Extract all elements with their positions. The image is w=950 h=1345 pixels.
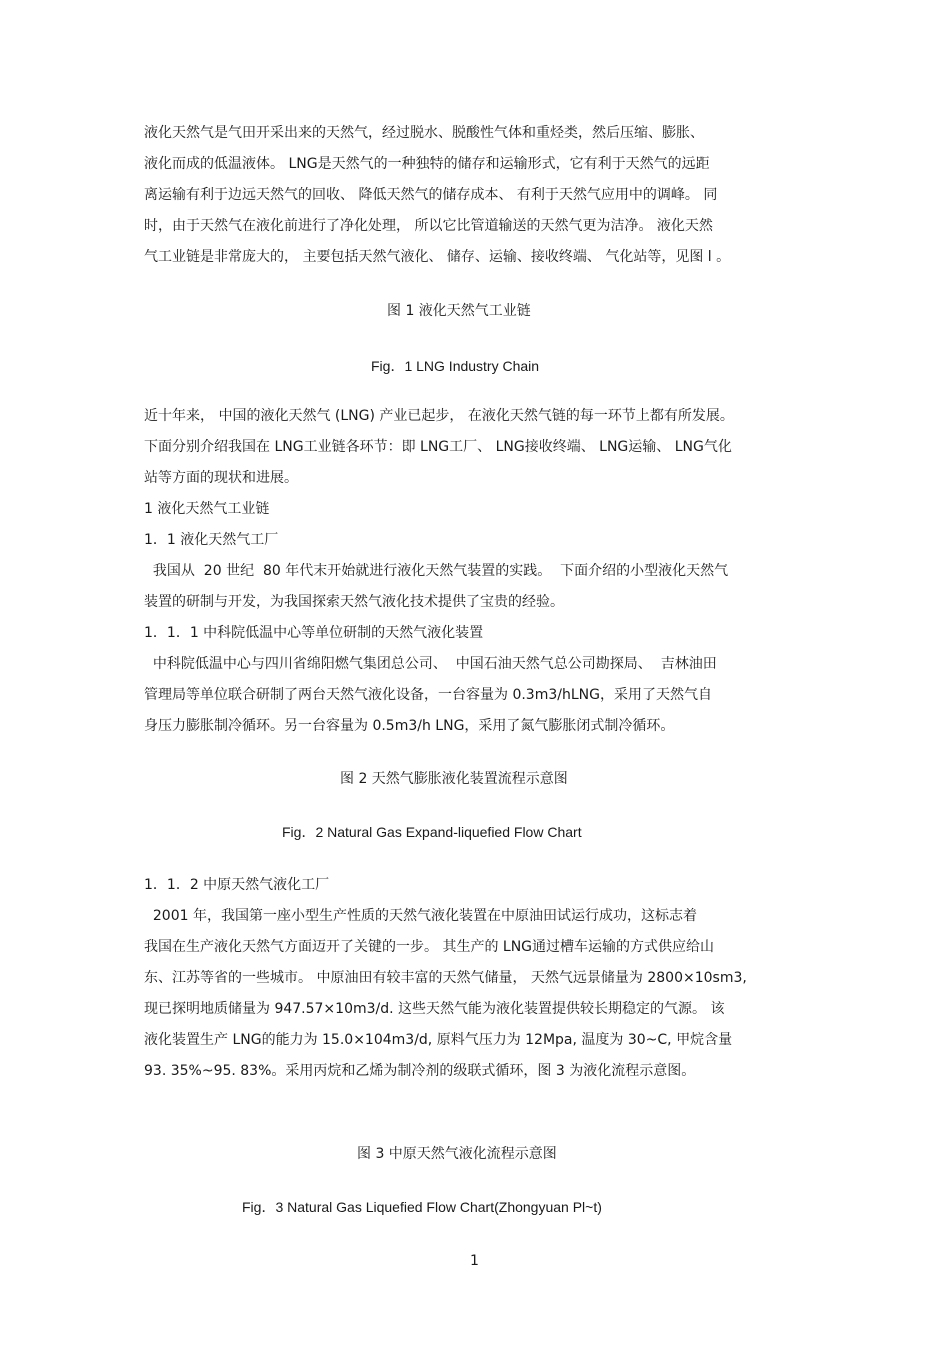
figure2-caption-cn: 图 2 天然气膨胀液化装置流程示意图	[340, 771, 568, 787]
intro-line-2: 液化而成的低温液体。 LNG是天然气的一种独特的储存和运输形式，它有利于天然气的远距	[144, 156, 710, 172]
development-line-3: 站等方面的现状和进展。	[144, 470, 298, 486]
section112-line-5: 液化装置生产 LNG的能力为 15.0×104m3/d, 原料气压力为 12Mpa, 温度为 30~C, 甲烷含量	[144, 1032, 733, 1048]
intro-line-1: 液化天然气是气田开采出来的天然气，经过脱水、脱酸性气体和重烃类，然后压缩、膨胀、	[144, 125, 704, 141]
development-line-2: 下面分别介绍我国在 LNG工业链各环节：即 LNG工厂、 LNG接收终端、 LNG运输、 LNG气化	[144, 439, 732, 455]
section112-line-4: 现已探明地质储量为 947.57×10m3/d. 这些天然气能为液化装置提供较长期稳定的气源。 该	[144, 1001, 725, 1017]
section112-heading: 1．1．2 中原天然气液化工厂	[144, 877, 330, 893]
intro-line-4: 时，由于天然气在液化前进行了净化处理， 所以它比管道输送的天然气更为洁净。 液化天然	[144, 218, 713, 234]
section11-heading: 1．1 液化天然气工厂	[144, 532, 279, 548]
development-line-1: 近十年来， 中国的液化天然气 (LNG) 产业已起步， 在液化天然气链的每一环节上都有所发展。	[144, 408, 734, 424]
section11-line-1: 我国从 20 世纪 80 年代末开始就进行液化天然气装置的实践。 下面介绍的小型液化天然气	[144, 563, 729, 579]
section111-line-3: 身压力膨胀制冷循环。另一台容量为 0.5m3/h LNG，采用了氮气膨胀闭式制冷循环。	[144, 718, 675, 734]
figure3-caption-en: Fig．3 Natural Gas Liquefied Flow Chart(Zhongyuan Pl~t)	[242, 1199, 602, 1215]
intro-line-5: 气工业链是非常庞大的， 主要包括天然气液化、 储存、运输、接收终端、 气化站等，见图 l 。	[144, 249, 731, 265]
section112-line-1: 2001 年，我国第一座小型生产性质的天然气液化装置在中原油田试运行成功，这标志着	[144, 908, 697, 924]
section111-heading: 1．1．1 中科院低温中心等单位研制的天然气液化装置	[144, 625, 484, 641]
section111-line-2: 管理局等单位联合研制了两台天然气液化设备，一台容量为 0.3m3/hLNG，采用了天然气自	[144, 687, 712, 703]
section112-line-6: 93. 35%~95. 83%。采用丙烷和乙烯为制冷剂的级联式循环，图 3 为液化流程示意图。	[144, 1063, 696, 1079]
section112-line-3: 东、江苏等省的一些城市。 中原油田有较丰富的天然气储量， 天然气远景储量为 2800×10sm3,	[144, 970, 747, 986]
section11-line-2: 装置的研制与开发，为我国探索天然气液化技术提供了宝贵的经验。	[144, 594, 564, 610]
figure3-caption-cn: 图 3 中原天然气液化流程示意图	[357, 1146, 557, 1162]
figure2-caption-en: Fig．2 Natural Gas Expand-liquefied Flow Chart	[282, 824, 582, 840]
section1-heading: 1 液化天然气工业链	[144, 501, 270, 517]
section111-line-1: 中科院低温中心与四川省绵阳燃气集团总公司、 中国石油天然气总公司勘探局、 吉林油田	[144, 656, 717, 672]
figure1-caption-en: Fig．1 LNG Industry Chain	[371, 358, 540, 374]
section112-line-2: 我国在生产液化天然气方面迈开了关键的一步。 其生产的 LNG通过槽车运输的方式供应给山	[144, 939, 715, 955]
intro-line-3: 离运输有利于边远天然气的回收、 降低天然气的储存成本、 有利于天然气应用中的调峰。 同	[144, 187, 718, 203]
figure1-caption-cn: 图 1 液化天然气工业链	[387, 303, 531, 319]
page-number: 1	[470, 1253, 479, 1269]
